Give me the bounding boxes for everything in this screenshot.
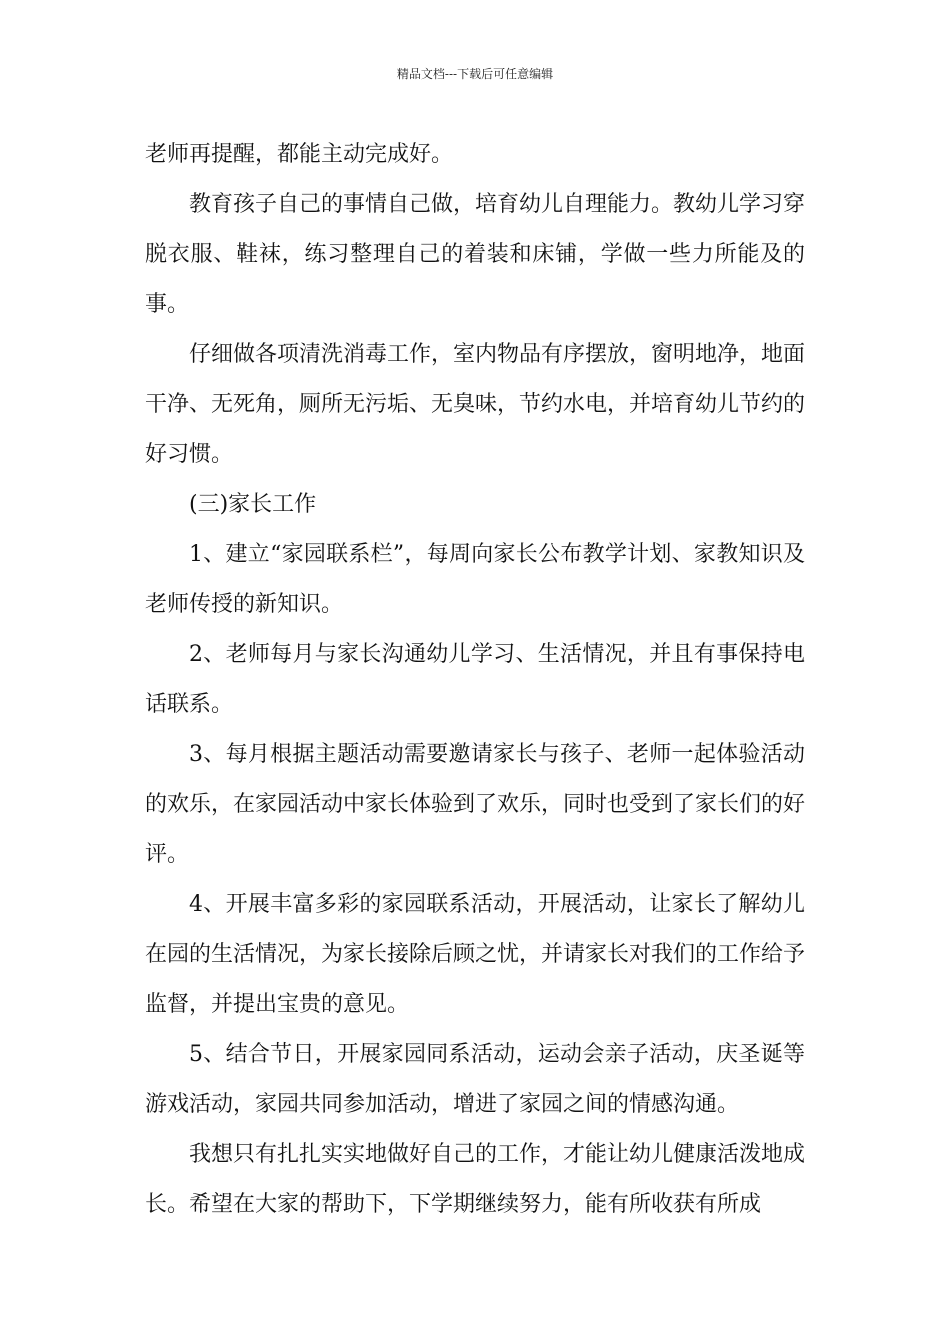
paragraph-item-1: 1、建立“家园联系栏”，每周向家长公布教学计划、家教知识及老师传授的新知识。 <box>145 542 805 617</box>
paragraph-continuation: 老师再提醒，都能主动完成好。 <box>145 142 454 167</box>
paragraph-item-2: 2、老师每月与家长沟通幼儿学习、生活情况，并且有事保持电话联系。 <box>145 642 805 717</box>
paragraph-self-care: 教育孩子自己的事情自己做，培育幼儿自理能力。教幼儿学习穿脱衣服、鞋袜，练习整理自己的着装和床铺，学做一些力所能及的事。 <box>145 192 806 317</box>
paragraph-item-5: 5、结合节日，开展家园同系活动，运动会亲子活动，庆圣诞等游戏活动，家园共同参加活动，增进了家园之间的情感沟通。 <box>145 1042 805 1117</box>
paragraph-item-3: 3、每月根据主题活动需要邀请家长与孩子、老师一起体验活动的欢乐，在家园活动中家长体验到了欢乐，同时也受到了家长们的好评。 <box>145 742 806 867</box>
paragraph-hygiene: 仔细做各项清洗消毒工作，室内物品有序摆放，窗明地净，地面干净、无死角，厕所无污垢、无臭味，节约水电，并培育幼儿节约的好习惯。 <box>145 342 806 467</box>
section-heading-parent-work: (三)家长工作 <box>189 492 317 517</box>
document-body <box>145 130 805 1230</box>
paragraph-conclusion: 我想只有扎扎实实地做好自己的工作，才能让幼儿健康活泼地成长。希望在大家的帮助下，下学期继续努力，能有所收获有所成 <box>145 1142 806 1217</box>
paragraph-item-4: 4、开展丰富多彩的家园联系活动，开展活动，让家长了解幼儿在园的生活情况，为家长接除后顾之忧，并请家长对我们的工作给予监督，并提出宝贵的意见。 <box>145 892 806 1017</box>
page-header: 精品文档---下载后可任意编辑 <box>396 67 554 81</box>
